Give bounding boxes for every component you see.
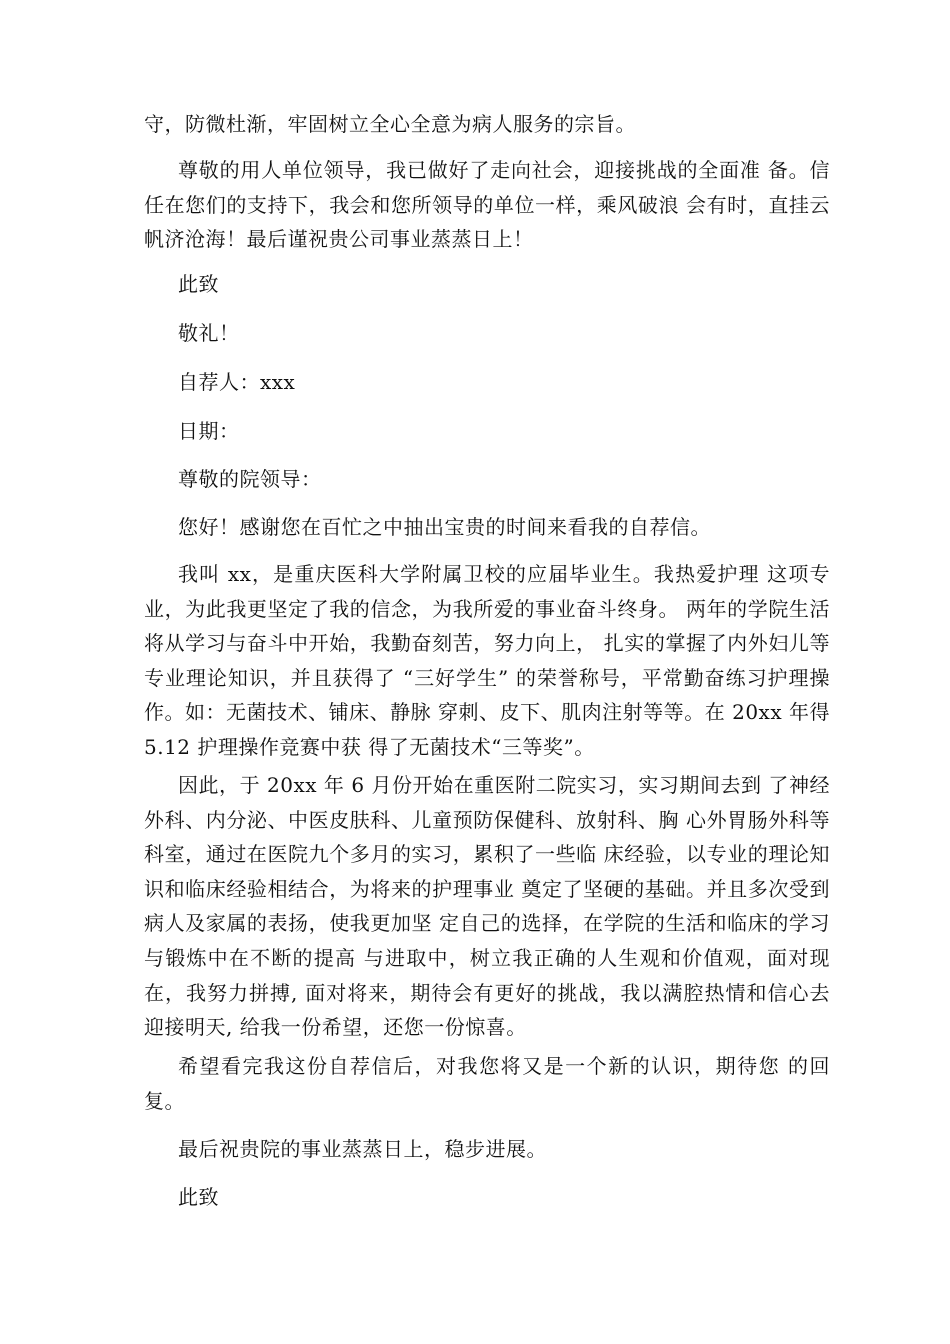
salutation-jingli: 敬礼！ bbox=[178, 321, 240, 345]
paragraph-continuation: 守，防微杜渐，牢固树立全心全意为病人服务的宗旨。 bbox=[144, 112, 636, 136]
paragraph-internship: 因此，于 20xx 年 6 月份开始在重医附二院实习，实习期间去到 了神经外科、内分泌、中医皮肤科、儿童预防保健科、放射科、胸 心外胃肠外科等科室，通过在医院九个多月的实习，累积了一些临 床经验，以专业的理论知识和临床经验相结合，为将来的护理事业 奠定了坚硬的基础。并且多次受到病人及家属的表扬，使我更加坚 定自己的选择，在学院的生活和临床的学习与锻炼中在不断的提高 与进取中，树立我正确的人生观和价值观，面对现在，我努力拼搏, 面对将来，期待会有更好的挑战，我以满腔热情和信心去迎接明天, 给我一份希望，还您一份惊喜。 bbox=[144, 773, 830, 1040]
paragraph-thanks: 您好！感谢您在百忙之中抽出宝贵的时间来看我的自荐信。 bbox=[178, 515, 711, 539]
paragraph-introduction: 我叫 xx，是重庆医科大学附属卫校的应届毕业生。我热爱护理 这项专业，为此我更坚定了我的信念，为我所爱的事业奋斗终身。 两年的学院生活将从学习与奋斗中开始，我勤奋刻苦，努力向上， 扎实的掌握了内外妇儿等专业理论知识，并且获得了 “三好学生” 的荣誉称号，平常勤奋练习护理操作。如：无菌技术、铺床、静脉 穿刺、皮下、肌肉注射等等。在 20xx 年得 5.12 护理操作竞赛中获 得了无菌技术“三等奖”。 bbox=[144, 562, 830, 759]
signature-line: 自荐人：xxx bbox=[178, 370, 296, 394]
paragraph-wishes: 最后祝贵院的事业蒸蒸日上，稳步进展。 bbox=[178, 1137, 547, 1161]
date-line: 日期： bbox=[178, 419, 240, 443]
greeting-line: 尊敬的院领导： bbox=[178, 467, 322, 491]
salutation-cizhi-final: 此致 bbox=[178, 1185, 219, 1209]
paragraph-hope: 希望看完我这份自荐信后，对我您将又是一个新的认识，期待您 的回复。 bbox=[144, 1054, 830, 1113]
salutation-cizhi: 此致 bbox=[178, 272, 219, 296]
paragraph-closing-remarks: 尊敬的用人单位领导，我已做好了走向社会，迎接挑战的全面准 备。信任在您们的支持下，我会和您所领导的单位一样，乘风破浪 会有时，直挂云帆济沧海！最后谨祝贵公司事业蒸蒸日上！ bbox=[144, 158, 830, 252]
